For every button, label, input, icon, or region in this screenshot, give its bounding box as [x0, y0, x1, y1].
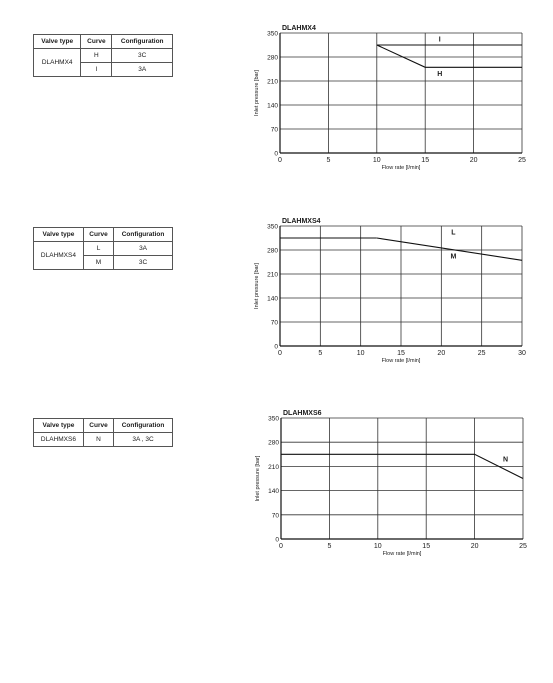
series-line-h	[377, 45, 522, 67]
x-tick-label: 5	[327, 543, 332, 550]
y-tick-label: 140	[267, 295, 278, 303]
y-tick-label: 280	[267, 54, 278, 62]
col-header-curve: Curve	[81, 35, 112, 49]
y-tick-label: 280	[268, 439, 279, 447]
valve-type-cell: DLAHMXS6	[34, 433, 84, 447]
x-tick-label: 5	[318, 350, 323, 357]
x-tick-label: 0	[279, 543, 283, 550]
chart-title: DLAHMX4	[282, 25, 316, 32]
curve-label-l: L	[451, 229, 456, 237]
curve-cell: I	[81, 63, 112, 77]
x-tick-label: 25	[477, 350, 486, 357]
x-axis-label: Flow rate [l/min]	[381, 358, 421, 364]
y-tick-label: 0	[274, 150, 278, 158]
chart-title: DLAHMXS4	[282, 218, 321, 225]
y-tick-label: 280	[267, 247, 278, 255]
y-axis-label: Inlet pressure [bar]	[254, 70, 260, 116]
x-tick-label: 15	[397, 350, 405, 357]
x-tick-label: 20	[469, 157, 478, 164]
configuration-cell: 3A , 3C	[114, 433, 173, 447]
col-header-valve-type: Valve type	[34, 228, 84, 242]
y-tick-label: 140	[267, 102, 278, 110]
curve-cell: L	[83, 242, 113, 256]
valve-type-cell: DLAHMX4	[34, 49, 81, 77]
y-tick-label: 210	[268, 463, 279, 471]
x-tick-label: 5	[326, 157, 331, 164]
col-header-valve-type: Valve type	[34, 419, 84, 433]
col-header-configuration: Configuration	[114, 419, 173, 433]
valve-type-cell: DLAHMXS4	[34, 242, 84, 270]
y-tick-label: 70	[270, 126, 278, 134]
y-tick-label: 210	[267, 78, 278, 86]
curve-label-m: M	[450, 253, 457, 261]
configuration-cell: 3A	[114, 242, 173, 256]
y-tick-label: 70	[271, 512, 279, 520]
curve-label-n: N	[503, 456, 509, 464]
configuration-cell: 3C	[114, 256, 173, 270]
y-tick-label: 210	[267, 271, 278, 279]
col-header-curve: Curve	[83, 228, 113, 242]
curve-label-i: I	[438, 36, 441, 44]
y-axis-label: Inlet pressure [bar]	[254, 263, 260, 309]
col-header-configuration: Configuration	[114, 228, 173, 242]
y-tick-label: 350	[267, 223, 278, 231]
x-tick-label: 15	[422, 543, 431, 550]
curve-cell: H	[81, 49, 112, 63]
y-tick-label: 350	[267, 30, 278, 38]
x-tick-label: 10	[356, 350, 365, 357]
y-tick-label: 70	[270, 319, 278, 327]
col-header-curve: Curve	[83, 419, 113, 433]
x-tick-label: 25	[519, 543, 527, 550]
y-tick-label: 140	[268, 488, 279, 496]
x-tick-label: 25	[518, 157, 526, 164]
y-tick-label: 0	[275, 536, 279, 544]
x-tick-label: 10	[372, 157, 381, 164]
chart-title: DLAHMXS6	[283, 410, 322, 417]
curve-label-h: H	[437, 70, 443, 78]
configuration-cell: 3C	[112, 49, 173, 63]
x-axis-label: Flow rate [l/min]	[382, 551, 422, 557]
col-header-valve-type: Valve type	[34, 35, 81, 49]
x-tick-label: 15	[421, 157, 430, 164]
x-tick-label: 0	[278, 350, 282, 357]
x-tick-label: 0	[278, 157, 282, 164]
y-tick-label: 0	[274, 343, 278, 351]
x-tick-label: 20	[470, 543, 479, 550]
col-header-configuration: Configuration	[112, 35, 173, 49]
y-tick-label: 350	[268, 415, 279, 423]
x-tick-label: 20	[437, 350, 446, 357]
x-axis-label: Flow rate [l/min]	[381, 165, 421, 171]
x-tick-label: 30	[518, 350, 526, 357]
configuration-cell: 3A	[112, 63, 173, 77]
curve-cell: N	[83, 433, 113, 447]
curve-cell: M	[83, 256, 113, 270]
x-tick-label: 10	[373, 543, 382, 550]
y-axis-label: Inlet pressure [bar]	[255, 455, 261, 502]
